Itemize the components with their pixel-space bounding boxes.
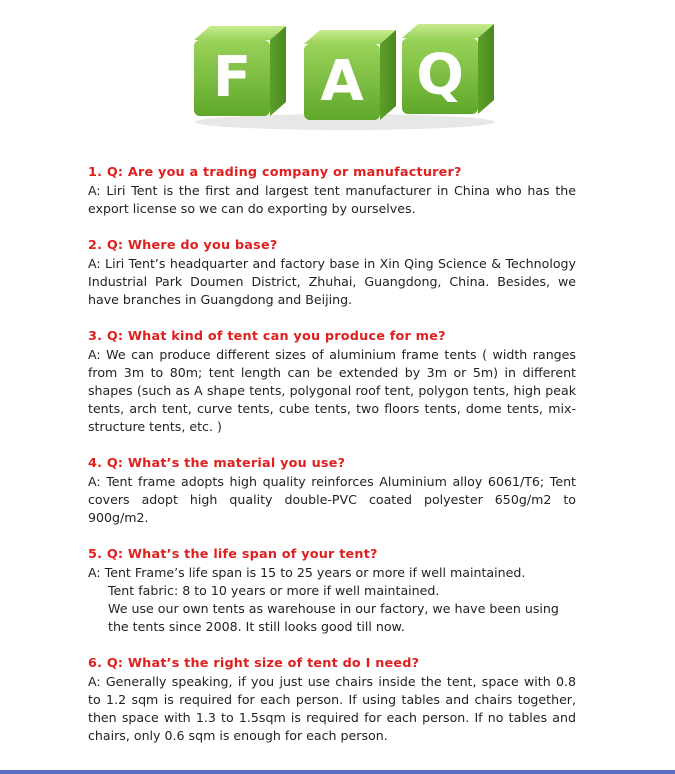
faq-answer: A: Tent frame adopts high quality reinforces Aluminium alloy 6061/T6; Tent covers adopt high quality double-PVC coated polyester 650g/m2 to 900g/m2. xyxy=(88,474,576,525)
faq-answer xyxy=(88,564,576,636)
faq-answer-line: Tent fabric: 8 to 10 years or more if well maintained. xyxy=(108,583,440,598)
faq-answer: A: Generally speaking, if you just use chairs inside the tent, space with 0.8 to 1.2 sqm is required for each person. If using tables and chairs together, then space with 1.3 to 1.5sqm is required for each person. If no tables and chairs, only 0.6 sqm is enough for each person. xyxy=(88,674,576,743)
cube-a xyxy=(304,30,396,120)
faq-answer: A: Liri Tent’s headquarter and factory base in Xin Qing Science & Technology Industrial Park Doumen District, Zhuhai, Guangdong, China. Besides, we have branches in Guangdong and Beijing. xyxy=(88,256,576,307)
faq-question: 1. Q: Are you a trading company or manufacturer? xyxy=(88,165,462,180)
faq-list xyxy=(88,164,576,764)
cube-letter-f: F xyxy=(212,45,252,110)
faq-answer-line: A: Tent Frame’s life span is 15 to 25 years or more if well maintained. xyxy=(88,565,526,580)
faq-answer-line: We use our own tents as warehouse in our factory, we have been using the tents since 2008. It still looks good till now. xyxy=(108,601,559,634)
faq-item-1 xyxy=(88,164,576,218)
faq-item-5 xyxy=(88,546,576,636)
faq-answer: A: We can produce different sizes of aluminium frame tents ( width ranges from 3m to 80m; tent length can be extended by 3m or 5m) in different shapes (such as A shape tents, polygonal roof tent, polygon tents, high peak tents, arch tent, curve tents, cube tents, two floors tents, dome tents, mix-structure tents, etc. ) xyxy=(88,347,576,434)
bottom-divider xyxy=(0,770,675,774)
cube-q xyxy=(402,24,494,114)
faq-question: 6. Q: What’s the right size of tent do I need? xyxy=(88,656,420,671)
faq-question: 5. Q: What’s the life span of your tent? xyxy=(88,547,378,562)
faq-question: 4. Q: What’s the material you use? xyxy=(88,456,346,471)
faq-item-4 xyxy=(88,455,576,527)
faq-question: 2. Q: Where do you base? xyxy=(88,238,278,253)
faq-item-6 xyxy=(88,655,576,745)
cube-letter-a: A xyxy=(320,49,364,114)
cube-f xyxy=(194,26,286,116)
faq-question: 3. Q: What kind of tent can you produce for me? xyxy=(88,329,446,344)
faq-item-3 xyxy=(88,328,576,436)
faq-answer: A: Liri Tent is the first and largest tent manufacturer in China who has the export license so we can do exporting by ourselves. xyxy=(88,183,576,216)
cube-letter-q: Q xyxy=(416,43,464,108)
faq-logo xyxy=(180,16,510,134)
faq-item-2 xyxy=(88,237,576,309)
